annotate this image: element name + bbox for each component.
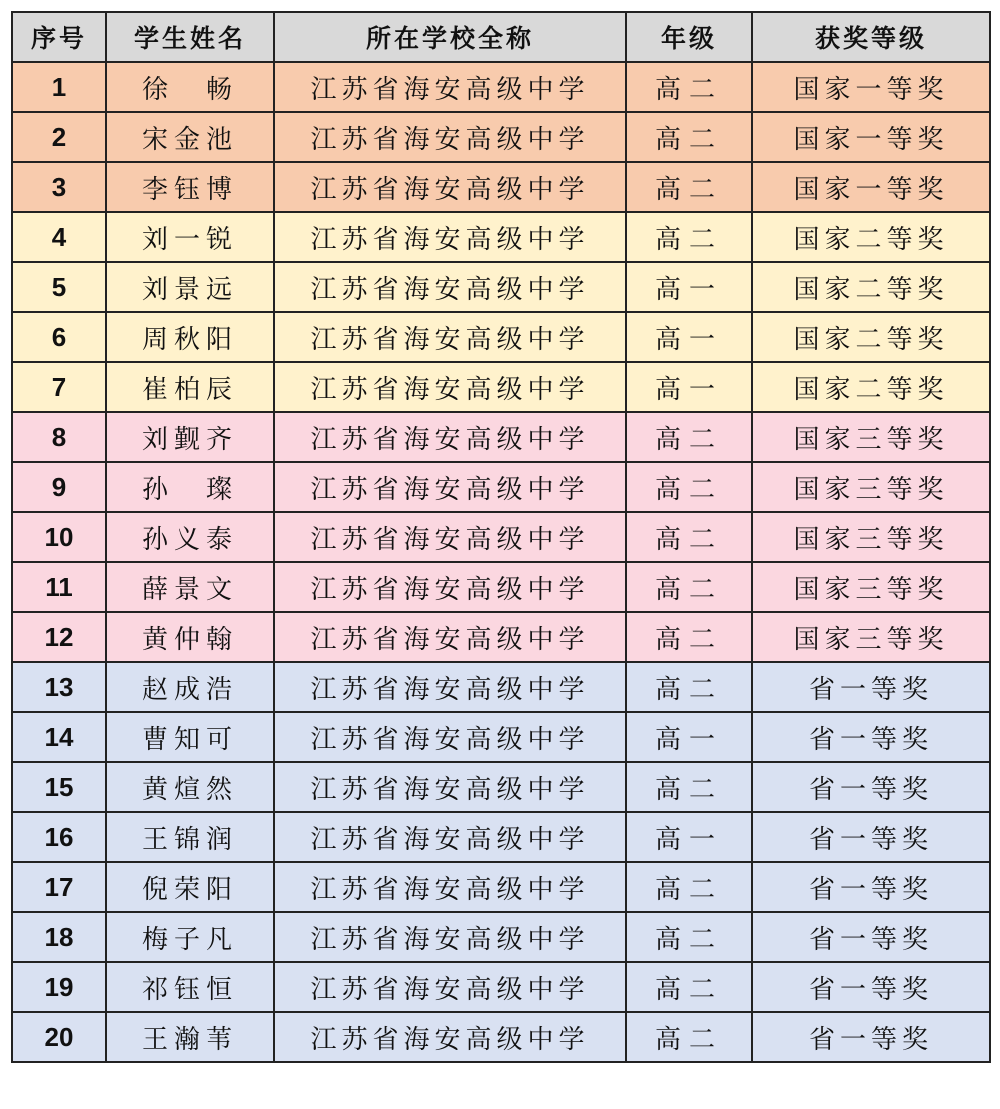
table-row — [12, 762, 990, 812]
table-row — [12, 612, 990, 662]
cell-student-name: 黄煊然 — [106, 762, 274, 812]
table-row — [12, 912, 990, 962]
cell-award: 国家二等奖 — [752, 212, 990, 262]
table-row — [12, 412, 990, 462]
cell-student-name: 周秋阳 — [106, 312, 274, 362]
awards-table-container — [11, 11, 991, 1063]
cell-school: 江苏省海安高级中学 — [274, 612, 626, 662]
cell-award: 国家三等奖 — [752, 412, 990, 462]
cell-school: 江苏省海安高级中学 — [274, 212, 626, 262]
table-row — [12, 862, 990, 912]
table-row — [12, 162, 990, 212]
cell-student-name: 崔柏辰 — [106, 362, 274, 412]
cell-grade: 高二 — [626, 762, 752, 812]
cell-student-name: 黄仲翰 — [106, 612, 274, 662]
cell-grade: 高二 — [626, 62, 752, 112]
cell-no: 11 — [12, 562, 106, 612]
table-row — [12, 262, 990, 312]
cell-school: 江苏省海安高级中学 — [274, 1012, 626, 1062]
cell-grade: 高二 — [626, 562, 752, 612]
table-row — [12, 712, 990, 762]
cell-no: 5 — [12, 262, 106, 312]
cell-student-name: 曹知可 — [106, 712, 274, 762]
table-row — [12, 462, 990, 512]
cell-no: 2 — [12, 112, 106, 162]
cell-grade: 高二 — [626, 162, 752, 212]
cell-no: 18 — [12, 912, 106, 962]
cell-school: 江苏省海安高级中学 — [274, 562, 626, 612]
table-row — [12, 312, 990, 362]
cell-award: 国家三等奖 — [752, 512, 990, 562]
cell-student-name: 倪荣阳 — [106, 862, 274, 912]
cell-student-name: 刘景远 — [106, 262, 274, 312]
table-row — [12, 562, 990, 612]
cell-award: 国家一等奖 — [752, 112, 990, 162]
cell-no: 19 — [12, 962, 106, 1012]
cell-award: 省一等奖 — [752, 1012, 990, 1062]
cell-student-name: 王锦润 — [106, 812, 274, 862]
cell-no: 14 — [12, 712, 106, 762]
cell-student-name: 徐 畅 — [106, 62, 274, 112]
cell-no: 15 — [12, 762, 106, 812]
cell-grade: 高二 — [626, 1012, 752, 1062]
cell-award: 国家三等奖 — [752, 562, 990, 612]
cell-award: 国家二等奖 — [752, 262, 990, 312]
cell-student-name: 李钰博 — [106, 162, 274, 212]
header-grade: 年级 — [626, 12, 752, 62]
cell-student-name: 孙义泰 — [106, 512, 274, 562]
table-row — [12, 962, 990, 1012]
cell-award: 省一等奖 — [752, 862, 990, 912]
cell-grade: 高一 — [626, 362, 752, 412]
cell-no: 8 — [12, 412, 106, 462]
cell-school: 江苏省海安高级中学 — [274, 712, 626, 762]
table-row — [12, 112, 990, 162]
header-row — [12, 12, 990, 62]
cell-award: 省一等奖 — [752, 812, 990, 862]
cell-no: 13 — [12, 662, 106, 712]
cell-grade: 高二 — [626, 512, 752, 562]
cell-award: 省一等奖 — [752, 762, 990, 812]
cell-student-name: 宋金池 — [106, 112, 274, 162]
cell-grade: 高二 — [626, 212, 752, 262]
cell-school: 江苏省海安高级中学 — [274, 462, 626, 512]
cell-student-name: 刘觐齐 — [106, 412, 274, 462]
cell-school: 江苏省海安高级中学 — [274, 812, 626, 862]
cell-school: 江苏省海安高级中学 — [274, 962, 626, 1012]
cell-no: 12 — [12, 612, 106, 662]
header-no: 序号 — [12, 12, 106, 62]
cell-award: 国家一等奖 — [752, 62, 990, 112]
cell-school: 江苏省海安高级中学 — [274, 862, 626, 912]
table-body — [12, 62, 990, 1062]
table-row — [12, 362, 990, 412]
cell-no: 17 — [12, 862, 106, 912]
cell-student-name: 祁钰恒 — [106, 962, 274, 1012]
cell-no: 20 — [12, 1012, 106, 1062]
cell-school: 江苏省海安高级中学 — [274, 662, 626, 712]
cell-student-name: 王瀚苇 — [106, 1012, 274, 1062]
table-row — [12, 62, 990, 112]
cell-student-name: 刘一锐 — [106, 212, 274, 262]
cell-no: 4 — [12, 212, 106, 262]
cell-student-name: 赵成浩 — [106, 662, 274, 712]
table-row — [12, 812, 990, 862]
cell-award: 省一等奖 — [752, 712, 990, 762]
table-row — [12, 662, 990, 712]
cell-grade: 高二 — [626, 112, 752, 162]
cell-school: 江苏省海安高级中学 — [274, 112, 626, 162]
cell-student-name: 梅子凡 — [106, 912, 274, 962]
cell-no: 3 — [12, 162, 106, 212]
cell-award: 国家二等奖 — [752, 312, 990, 362]
cell-no: 9 — [12, 462, 106, 512]
cell-school: 江苏省海安高级中学 — [274, 312, 626, 362]
cell-no: 10 — [12, 512, 106, 562]
cell-school: 江苏省海安高级中学 — [274, 262, 626, 312]
cell-grade: 高二 — [626, 912, 752, 962]
cell-award: 国家三等奖 — [752, 462, 990, 512]
cell-award: 国家二等奖 — [752, 362, 990, 412]
cell-no: 6 — [12, 312, 106, 362]
cell-school: 江苏省海安高级中学 — [274, 162, 626, 212]
cell-award: 国家一等奖 — [752, 162, 990, 212]
cell-school: 江苏省海安高级中学 — [274, 912, 626, 962]
cell-school: 江苏省海安高级中学 — [274, 512, 626, 562]
cell-grade: 高一 — [626, 262, 752, 312]
cell-student-name: 薛景文 — [106, 562, 274, 612]
cell-award: 省一等奖 — [752, 912, 990, 962]
cell-grade: 高二 — [626, 962, 752, 1012]
cell-no: 1 — [12, 62, 106, 112]
cell-grade: 高一 — [626, 312, 752, 362]
cell-award: 省一等奖 — [752, 962, 990, 1012]
cell-grade: 高一 — [626, 712, 752, 762]
cell-school: 江苏省海安高级中学 — [274, 62, 626, 112]
cell-grade: 高二 — [626, 412, 752, 462]
cell-award: 国家三等奖 — [752, 612, 990, 662]
cell-no: 16 — [12, 812, 106, 862]
cell-grade: 高一 — [626, 812, 752, 862]
cell-no: 7 — [12, 362, 106, 412]
cell-grade: 高二 — [626, 462, 752, 512]
table-row — [12, 212, 990, 262]
cell-award: 省一等奖 — [752, 662, 990, 712]
awards-table — [11, 11, 991, 1063]
header-school: 所在学校全称 — [274, 12, 626, 62]
cell-grade: 高二 — [626, 862, 752, 912]
cell-grade: 高二 — [626, 662, 752, 712]
cell-grade: 高二 — [626, 612, 752, 662]
table-row — [12, 512, 990, 562]
cell-school: 江苏省海安高级中学 — [274, 412, 626, 462]
table-header — [12, 12, 990, 62]
cell-school: 江苏省海安高级中学 — [274, 362, 626, 412]
table-row — [12, 1012, 990, 1062]
header-award: 获奖等级 — [752, 12, 990, 62]
header-student-name: 学生姓名 — [106, 12, 274, 62]
cell-school: 江苏省海安高级中学 — [274, 762, 626, 812]
cell-student-name: 孙 璨 — [106, 462, 274, 512]
